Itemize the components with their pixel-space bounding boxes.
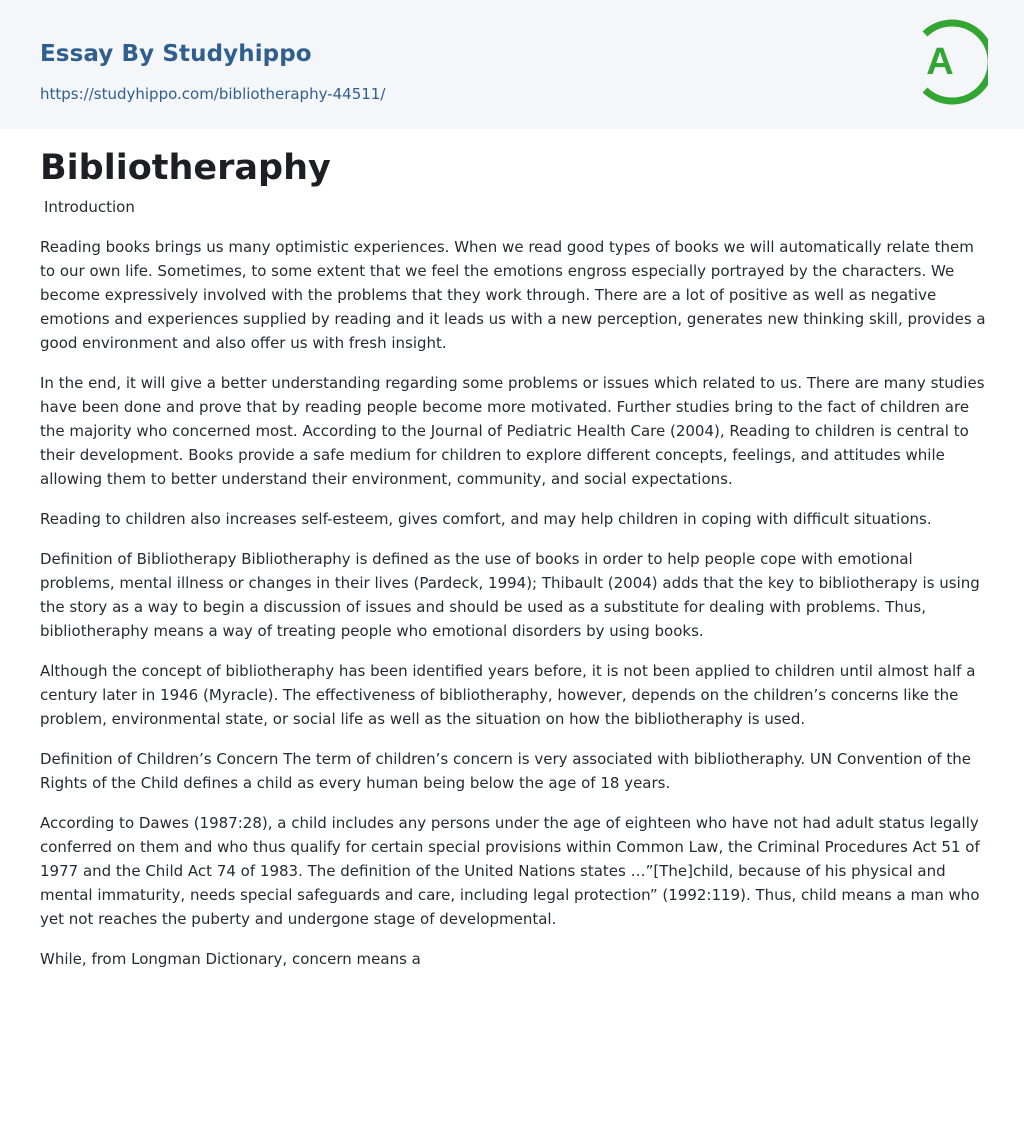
brand-title[interactable]: Essay By Studyhippo bbox=[40, 41, 312, 67]
page-url-link[interactable]: https://studyhippo.com/bibliotheraphy-44511/ bbox=[40, 85, 386, 103]
paragraph: According to Dawes (1987:28), a child includes any persons under the age of eighteen who have not had adult status legally conferred on them and who thus qualify for certain special provisions within Common Law, the Criminal Procedures Act 51 of 1977 and the Child Act 74 of 1983. The definition of the United Nations states …”[The]child, because of his physical and mental immaturity, needs special safeguards and care, including legal protection” (1992:119). Thus, child means a man who yet not reaches the puberty and undergone stage of developmental. bbox=[40, 814, 980, 928]
paragraph: While, from Longman Dictionary, concern means a bbox=[40, 950, 421, 968]
site-header bbox=[0, 0, 1024, 129]
logo-letter: A bbox=[926, 41, 954, 83]
paragraph: Definition of Bibliotherapy Bibliotheraphy is defined as the use of books in order to help people cope with emotional problems, mental illness or changes in their lives (Pardeck, 1994); Thibault (2004) adds that the key to bibliotherapy is using the story as a way to begin a discussion of issues and should be used as a substitute for dealing with problems. Thus, bibliotheraphy means a way of treating people who emotional disorders by using books. bbox=[40, 550, 980, 640]
paragraph: Definition of Children’s Concern The term of children’s concern is very associated with bibliotheraphy. UN Convention of the Rights of the Child defines a child as every human being below the age of 18 years. bbox=[40, 750, 971, 792]
page-title: Bibliotheraphy bbox=[40, 148, 331, 188]
paragraph: Reading to children also increases self-esteem, gives comfort, and may help children in coping with difficult situations. bbox=[40, 510, 932, 528]
article bbox=[40, 143, 988, 1133]
paragraph: In the end, it will give a better understanding regarding some problems or issues which related to us. There are many studies have been done and prove that by reading people become more motivated. Further studies bring to the fact of children are the majority who concerned most. According to the Journal of Pediatric Health Care (2004), Reading to children is central to their development. Books provide a safe medium for children to explore different concepts, feelings, and attitudes while allowing them to better understand their environment, community, and social expectations. bbox=[40, 374, 985, 488]
paragraph: Although the concept of bibliotheraphy has been identified years before, it is not been applied to children until almost half a century later in 1946 (Myracle). The effectiveness of bibliotheraphy, however, depends on the children’s concerns like the problem, environmental state, or social life as well as the situation on how the bibliotheraphy is used. bbox=[40, 662, 976, 728]
paragraph: Reading books brings us many optimistic experiences. When we read good types of books we will automatically relate them to our own life. Sometimes, to some extent that we feel the emotions engross especially portrayed by the characters. We become expressively involved with the problems that they work through. There are a lot of positive as well as negative emotions and experiences supplied by reading and it leads us with a new perception, generates new thinking skill, provides a good environment and also offer us with fresh insight. bbox=[40, 238, 986, 352]
section-heading-introduction: Introduction bbox=[44, 198, 135, 216]
article-body bbox=[40, 235, 988, 971]
studyhippo-a-logo-icon[interactable] bbox=[910, 18, 988, 106]
